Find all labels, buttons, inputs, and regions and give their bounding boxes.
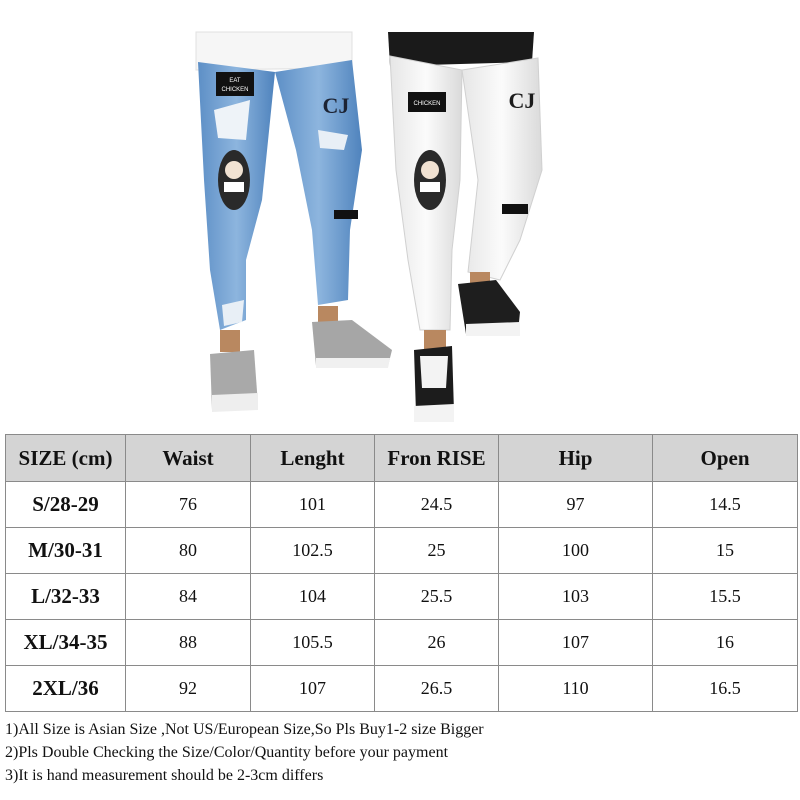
- length-cell: 105.5: [251, 620, 375, 666]
- front-rise-cell: 26: [375, 620, 499, 666]
- header-front-rise: Fron RISE: [375, 435, 499, 482]
- length-cell: 104: [251, 574, 375, 620]
- open-cell: 15: [653, 528, 798, 574]
- front-rise-cell: 25: [375, 528, 499, 574]
- header-length: Lenght: [251, 435, 375, 482]
- size-cell: S/28-29: [6, 482, 126, 528]
- svg-text:CHICKEN: CHICKEN: [221, 87, 249, 93]
- length-cell: 101: [251, 482, 375, 528]
- svg-text:CHICKEN: CHICKEN: [413, 101, 441, 107]
- size-cell: 2XL/36: [6, 666, 126, 712]
- header-size: SIZE (cm): [6, 435, 126, 482]
- table-row: [6, 666, 798, 712]
- svg-text:EAT: EAT: [229, 78, 241, 84]
- open-cell: 16.5: [653, 666, 798, 712]
- open-cell: 14.5: [653, 482, 798, 528]
- white-jeans: [388, 32, 542, 422]
- front-rise-cell: 25.5: [375, 574, 499, 620]
- svg-text:CJ: CJ: [508, 88, 536, 113]
- svg-text:CJ: CJ: [322, 93, 350, 118]
- hip-cell: 107: [499, 620, 653, 666]
- hip-cell: 103: [499, 574, 653, 620]
- length-cell: 102.5: [251, 528, 375, 574]
- table-row: [6, 620, 798, 666]
- size-cell: XL/34-35: [6, 620, 126, 666]
- header-open: Open: [653, 435, 798, 482]
- header-waist: Waist: [126, 435, 251, 482]
- front-rise-cell: 24.5: [375, 482, 499, 528]
- front-rise-cell: 26.5: [375, 666, 499, 712]
- size-cell: L/32-33: [6, 574, 126, 620]
- note-line: 1)All Size is Asian Size ,Not US/European Size,So Pls Buy1-2 size Bigger: [5, 721, 484, 738]
- open-cell: 16: [653, 620, 798, 666]
- table-row: [6, 574, 798, 620]
- hip-cell: 110: [499, 666, 653, 712]
- size-cell: M/30-31: [6, 528, 126, 574]
- note-line: 2)Pls Double Checking the Size/Color/Quantity before your payment: [5, 744, 449, 761]
- size-notes: [5, 718, 795, 787]
- header-hip: Hip: [499, 435, 653, 482]
- size-chart-table: [5, 434, 798, 712]
- blue-jeans: [196, 32, 392, 412]
- note-line: 3)It is hand measurement should be 2-3cm differs: [5, 767, 324, 784]
- hip-cell: 97: [499, 482, 653, 528]
- table-row: [6, 482, 798, 528]
- hip-cell: 100: [499, 528, 653, 574]
- open-cell: 15.5: [653, 574, 798, 620]
- table-row: [6, 528, 798, 574]
- waist-cell: 88: [126, 620, 251, 666]
- waist-cell: 84: [126, 574, 251, 620]
- waist-cell: 80: [126, 528, 251, 574]
- length-cell: 107: [251, 666, 375, 712]
- waist-cell: 92: [126, 666, 251, 712]
- waist-cell: 76: [126, 482, 251, 528]
- table-header-row: [6, 435, 798, 482]
